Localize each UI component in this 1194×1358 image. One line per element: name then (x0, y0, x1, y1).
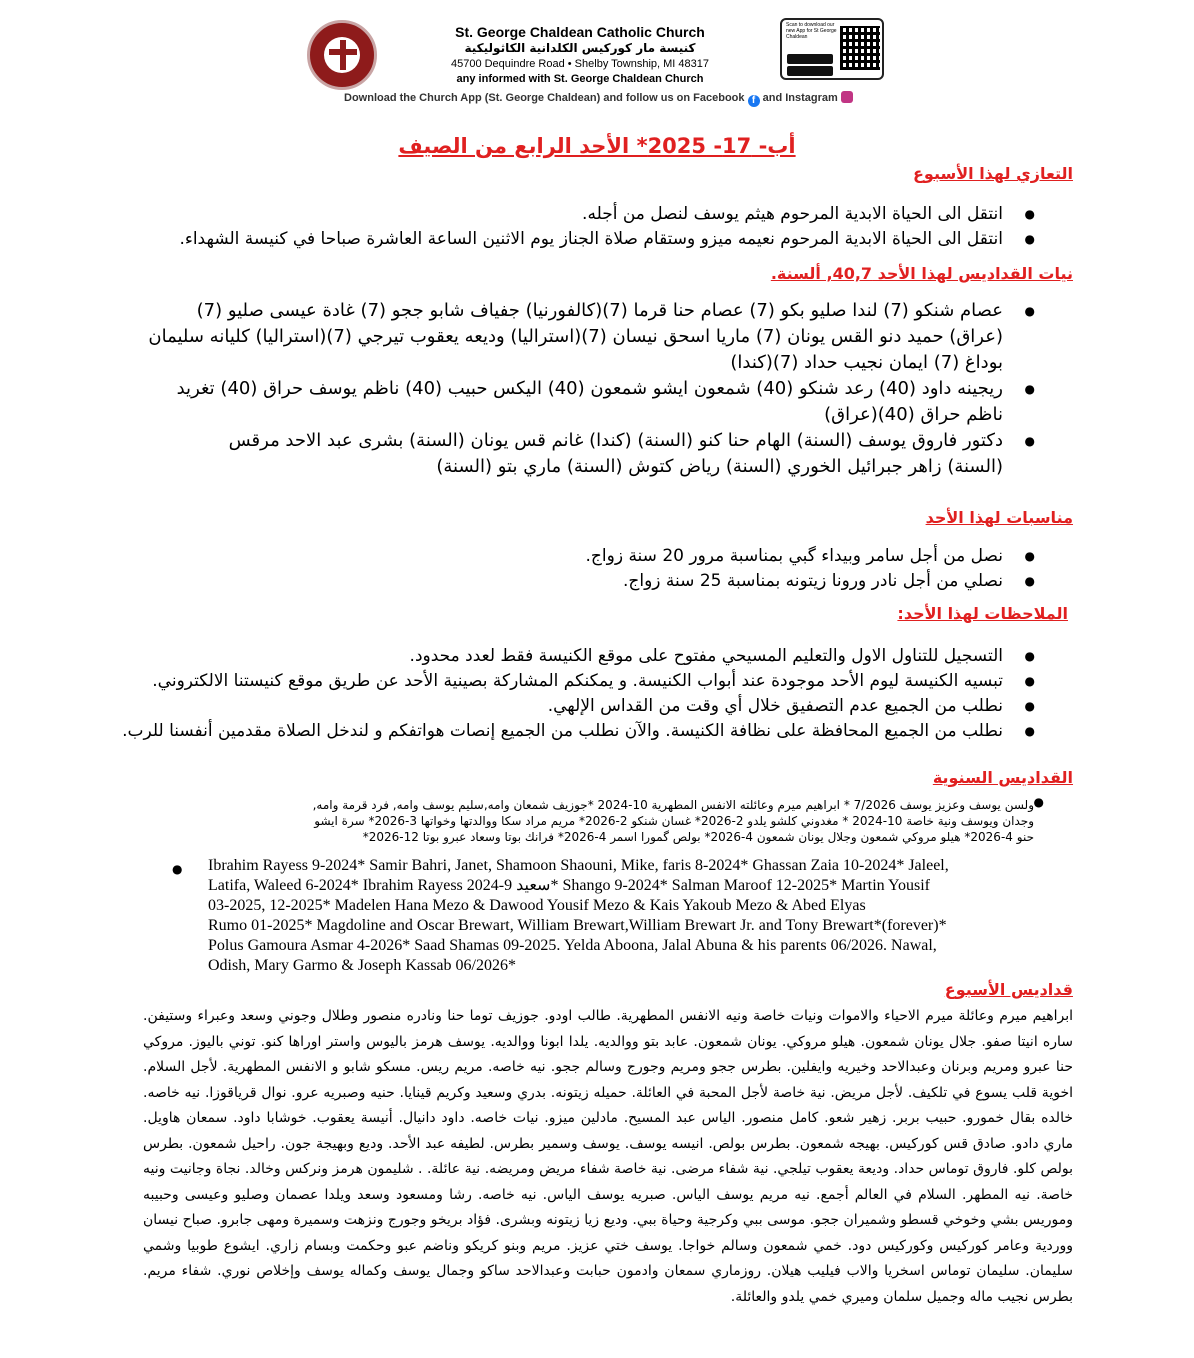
condolences-heading: التعازي لهذا الأسبوع (913, 164, 1073, 183)
mass-intentions-list (145, 298, 1035, 480)
occasions-heading: مناسبات لهذا الأحد (925, 508, 1073, 527)
instagram-icon (841, 91, 853, 103)
church-info-line: any informed with St. George Chaldean Church (456, 73, 704, 85)
list-item: ● نصلي من أجل نادر ورونا زيتونه بمناسبة 25 سنة زواج. (115, 569, 1035, 594)
list-item: ● انتقل الى الحياة الابدية المرحوم نعيمه ميزو وستقام صلاة الجناز يوم الاثنين الساعة العاشرة صباحا في كنيسة الشهداء. (115, 227, 1035, 252)
church-address: 45700 Dequindre Road • Shelby Township, MI 48317 (450, 58, 710, 70)
letterhead (0, 0, 1194, 112)
list-item: ● ريجينه داود (40) رعد شنكو (40) شمعون ايشو شمعون (40) اليكس حبيب (40) ناظم يوسف حراق (40) تغريد ناظم حراق (40)(عراق) (145, 376, 1035, 428)
weekly-masses-text: ابراهيم ميرم وعائلة ميرم الاحياء والاموات ونيات خاصة ونيه الانفس المطهرية. طالب اودو. جوزيف توما حنا ونادره منصور وطلال وجوني وسعد وعبراء وستيفن. ساره انيتا صفو. جلال يونان شمعون. هيلو مروكي. يونان شمعون. عابد بتو ووالديه. يلدا ابونا ووالديه. يوسف هرمز باليوس واستر اوراها كنو. توني باليوز. مروكي حنا عبرو ومريم وبرنان وعبدالاحد وخيريه وايفلين. بطرس ججو ومريم وجورج وسالم ججو. نيه خاصه. مريم ريس. مسكو شابو و الانفس المطهرية. لأجل السلام. اخوية قلب يسوع في تلكيف. لأجل مريض. نية خاصة لأجل المحبة في العائلة. حميله زيتونه. بدري وسعيد وكريم قينايا. حنيه وصبريه عرو. نوال قرياقوزا. نيه خاصه. خالده بقال خمورو. حبيب بربر. زهير شعو. كامل منصور. الياس عبد المسيح. مادلين ميزو. نيات خاصه. داود دانيال. أنيسة يعقوب. خوشابا داود. سمعان هاويل. ماري دادو. صادق قس كوركيس. بهيجه شمعون. بطرس بولص. انيسه يوسف. يوسف وسمير بطرس. لطيفه عبد الأحد. وديع وبهيجة جون. راحيل شمعون. بطرس بولص كلو. فاروق توماس حداد. وديعة يعقوب تيلجي. نية شفاء مرضى. نية خاصة شفاء مريض ومريضه. نية عائلة. . شليمون هرمز ونركس وخالد. نجاة وجانيت ونيه خاصة. نيه المطهر. السلام في العالم أجمع. نيه مريم يوسف الياس. صبريه يوسف الياس. نيه خاصه. رشا ومسعود وسعد ويلدا عصمان وصليو وعيسى وحبيبه وموريس بشي وخوخي قسطو وشميران ججو. موسى ببي وكرجية وحياة ببي. وديع زيا زيتونه وبشرى. فؤاد بريخو وجورج ونزهت وسميرة ومهى جابرو. صباح نيسان ووردية وعامر كوركيس وكوركيس دود. خمي شمعون وسالم خواجا. يوسف ختي عزيز. مريم وبنو كريكو وناضم عبو وحكمت وبسام زاري. ايشوع طوبيا وشمي سليمان. سليمان توماس اسخريا والاب فيليب هيلان. روزماري سمعان وادمون حبابت وعبدالاحد ساكو وجمال يوسف وكماله يوسف وإخلاص نوري. شفاء مريم. بطرس نجيب ماله وجميل سلمان وميري خمي يلدو والعائلة. (143, 1008, 1073, 1305)
annual-english-line: Rumo 01-2025* Magdoline and Oscar Brewart, William Brewart,William Brewart Jr. and Tony Brewart*(forever)* (208, 917, 947, 934)
annual-english-line: Latifa, Waleed 6-2024* Ibrahim Rayess 2024-9 سعيد* Shango 9-2024* Salman Maroof 12-2025* Martin Yousif (208, 877, 931, 894)
list-item: ● التسجيل للتناول الاول والتعليم المسيحي مفتوح على موقع الكنيسة فقط لعدد محدود. (115, 644, 1035, 669)
church-name-arabic: كنيسة مار كوركيس الكلدانية الكاثوليكية (464, 41, 696, 55)
annual-arabic-line: حنو 4-2026* هيلو مروكي شمعون وجلال يونان شمعون 4-2026* بولص گمورا اسمر 4-2026* فرانك بوتا وسعاد عبرو بوتا 12-2026* (362, 830, 1034, 844)
annual-english-block (208, 856, 1068, 976)
download-text-instagram: and Instagram (762, 92, 838, 104)
list-item: ● نصل من أجل سامر وبيداء گبي بمناسبة مرور 20 سنة زواج. (115, 544, 1035, 569)
download-text: Download the Church App (St. George Chaldean) and follow us on Facebook (344, 92, 745, 104)
download-line (344, 91, 884, 107)
annual-english-line: Odish, Mary Garmo & Joseph Kassab 06/2026* (208, 957, 516, 974)
occasions-list (115, 544, 1035, 594)
annual-arabic-line: ولسن يوسف وعزيز يوسف 7/2026 * ابراهيم ميرم وعائلته الانفس المطهرية 10-2024 *جوزيف شمعان وامه,سليم يوسف وامه, فرد قرمة وامه, (312, 798, 1034, 812)
annual-english-line: Polus Gamoura Asmar 4-2026* Saad Shamas 09-2025. Yelda Aboona, Jalal Abuna & his parents 06/2026. Nawal, (208, 937, 937, 954)
list-item: ● نطلب من الجميع عدم التصفيق خلال أي وقت من القداس الإلهي. (115, 694, 1035, 719)
annual-english-line: Ibrahim Rayess 9-2024* Samir Bahri, Janet, Shamoon Shaouni, Mike, faris 8-2024* Ghassan Zaia 10-2024* Jaleel, (208, 857, 949, 874)
facebook-icon: f (748, 95, 760, 107)
notes-heading: الملاحظات لهذا الأحد: (897, 604, 1068, 623)
annual-arabic-block (154, 797, 1034, 845)
condolences-list (115, 202, 1035, 252)
google-play-badge-icon (787, 66, 833, 76)
bullet-icon: ● (172, 862, 183, 876)
qr-code-icon (840, 26, 880, 70)
list-item: ● تبسيه الكنيسة ليوم الأحد موجودة عند أبواب الكنيسة. و يمكنكم المشاركة بصينية الأحد عن طريق موقع كنيستنا الالكتروني. (115, 669, 1035, 694)
list-item: ● نطلب من الجميع المحافظة على نظافة الكنيسة. والآن نطلب من الجميع إنصات هواتفكم و لندخل الصلاة مقدمين أنفسنا للرب. (115, 719, 1035, 744)
church-name: St. George Chaldean Catholic Church (455, 24, 705, 40)
page-title: أب- 17- 2025* الأحد الرابع من الصيف (398, 134, 796, 158)
church-logo (307, 20, 377, 90)
list-item: ● انتقل الى الحياة الابدية المرحوم هيثم يوسف لنصل من أجله. (115, 202, 1035, 227)
app-qr-box (780, 18, 884, 80)
notes-list (115, 644, 1035, 744)
annual-english-line: 03-2025, 12-2025* Madelen Hana Mezo & Dawood Yousif Mezo & Kais Yakoub Mezo & Abed Elyas (208, 897, 866, 914)
list-item: ● دكتور فاروق يوسف (السنة) الهام حنا كنو (السنة) (كندا) غانم قس يونان (السنة) بشرى عبد الاحد مرقس (السنة) زاهر جبرائيل الخوري (السنة) رياض كتوش (السنة) ماري بتو (السنة) (223, 428, 1035, 480)
annual-arabic-line: وجدان ويوسف ونية خاصة 10-2024 * مغدوني كلشو يلدو 2-2026* غسان شنكو 2-2026* مريم مراد سكا ووالدتها وخواتها 3-2026* سرة ايشو (314, 814, 1034, 828)
weekly-masses-heading: قداديس الأسبوع (944, 980, 1073, 999)
annual-masses-heading: القداديس السنوية (932, 768, 1073, 787)
list-item: ● عصام شنكو (7) لندا صليو بكو (7) عصام حنا قرما (7)(كالفورنيا) جفياف شابو ججو (7) غادة عيسى صليو (7)(عراق) حميد دنو القس يونان (7) ماريا اسحق نيسان (7)(استراليا) وديعه يعقوب تيرجي (7)(استراليا) كليانه سليمان بوداغ (7) ايمان نجيب حداد (7)(كندا) (145, 298, 1035, 376)
app-store-badge-icon (787, 54, 833, 64)
mass-intentions-heading: نيات القداديس لهذا الأحد 40,7, ألسنة. (770, 264, 1073, 283)
qr-caption: Scan to download our new App for St George Chaldean (786, 22, 837, 40)
bullet-icon: ● (1033, 795, 1044, 809)
